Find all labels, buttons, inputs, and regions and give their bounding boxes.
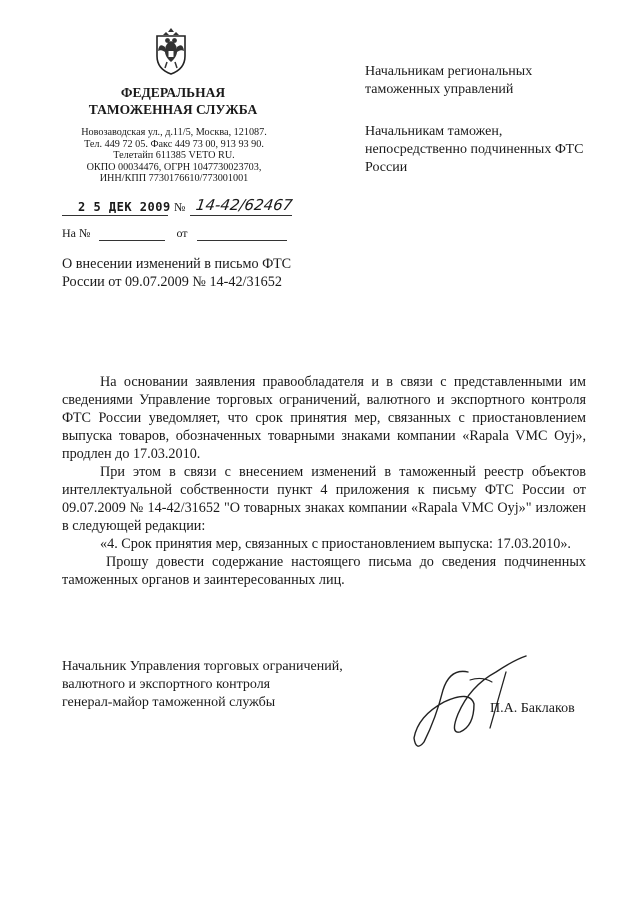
reference-line: [62, 226, 287, 241]
body-paragraph-amendment: При этом в связи с внесением изменений в таможенный реестр объектов интеллектуальной собственности пункт 4 приложения к письму ФТС России от 09.07.2009 № 14-42/31652 "О товарных знаках компании «Rapala VMC Oyj»" изложен в следующей редакции:: [62, 464, 586, 534]
signer-name: П.А. Баклаков: [490, 701, 575, 716]
reference-date-blank: [197, 228, 287, 241]
agency-okpo-ogrn: ОКПО 00034476, ОГРН 1047730023703,: [86, 161, 262, 173]
outgoing-number-label: №: [174, 200, 186, 214]
outgoing-number: 14-42/62467: [194, 196, 294, 214]
agency-name: [60, 84, 286, 118]
agency-inn-kpp: ИНН/КПП 7730176610/773001001: [99, 173, 249, 185]
letter-subject: О внесении изменений в письмо ФТС России от 09.07.2009 № 14-42/31652: [62, 256, 292, 290]
date-underline: [62, 215, 168, 216]
body-paragraph-notice: На основании заявления правообладателя и в связи с представленными им сведениями Управление торговых ограничений, валютного и экспортного контроля ФТС России уведомляет, что срок принятия мер, связанных с приостановлением выпуска товаров, обозначенных товарными знаками компании «Rapala VMC Oyj», продлен до 17.03.2010.: [62, 374, 586, 462]
recipient-customs-heads: Начальникам таможен, непосредственно подчиненных ФТС России: [365, 124, 584, 175]
reference-number-blank: [99, 228, 165, 241]
body-paragraph-quote: «4. Срок принятия мер, связанных с приостановлением выпуска: 17.03.2010».: [100, 536, 571, 552]
agency-contacts: [52, 127, 296, 185]
signatory-title-line3: генерал-майор таможенной службы: [62, 695, 276, 710]
signatory-block: [62, 658, 402, 712]
agency-teletype: Телетайп 611385 VETO RU.: [113, 150, 235, 162]
reference-number-label: На №: [62, 226, 91, 240]
agency-address: Новозаводская ул., д.11/5, Москва, 121087.: [81, 127, 267, 138]
letter-body: [62, 373, 586, 589]
signatory-title-line2: валютного и экспортного контроля: [62, 677, 271, 692]
recipient-regional-directorates: Начальникам региональных таможенных управлений: [365, 64, 533, 97]
agency-phone-fax: Тел. 449 72 05. Факс 449 73 00, 913 93 90.: [84, 138, 264, 150]
agency-name-line2: ТАМОЖЕННАЯ СЛУЖБА: [88, 102, 258, 117]
coat-of-arms-emblem: [148, 26, 194, 76]
signatory-title-line1: Начальник Управления торговых ограничений,: [62, 659, 343, 674]
reference-date-label: от: [176, 226, 188, 240]
body-paragraph-request: Прошу довести содержание настоящего письма до сведения подчиненных таможенных органов и заинтересованных лиц.: [62, 554, 586, 588]
agency-name-line1: ФЕДЕРАЛЬНАЯ: [120, 85, 226, 100]
number-underline: [190, 215, 292, 216]
outgoing-date-stamp: 2 5 ДЕК 2009: [78, 200, 171, 214]
